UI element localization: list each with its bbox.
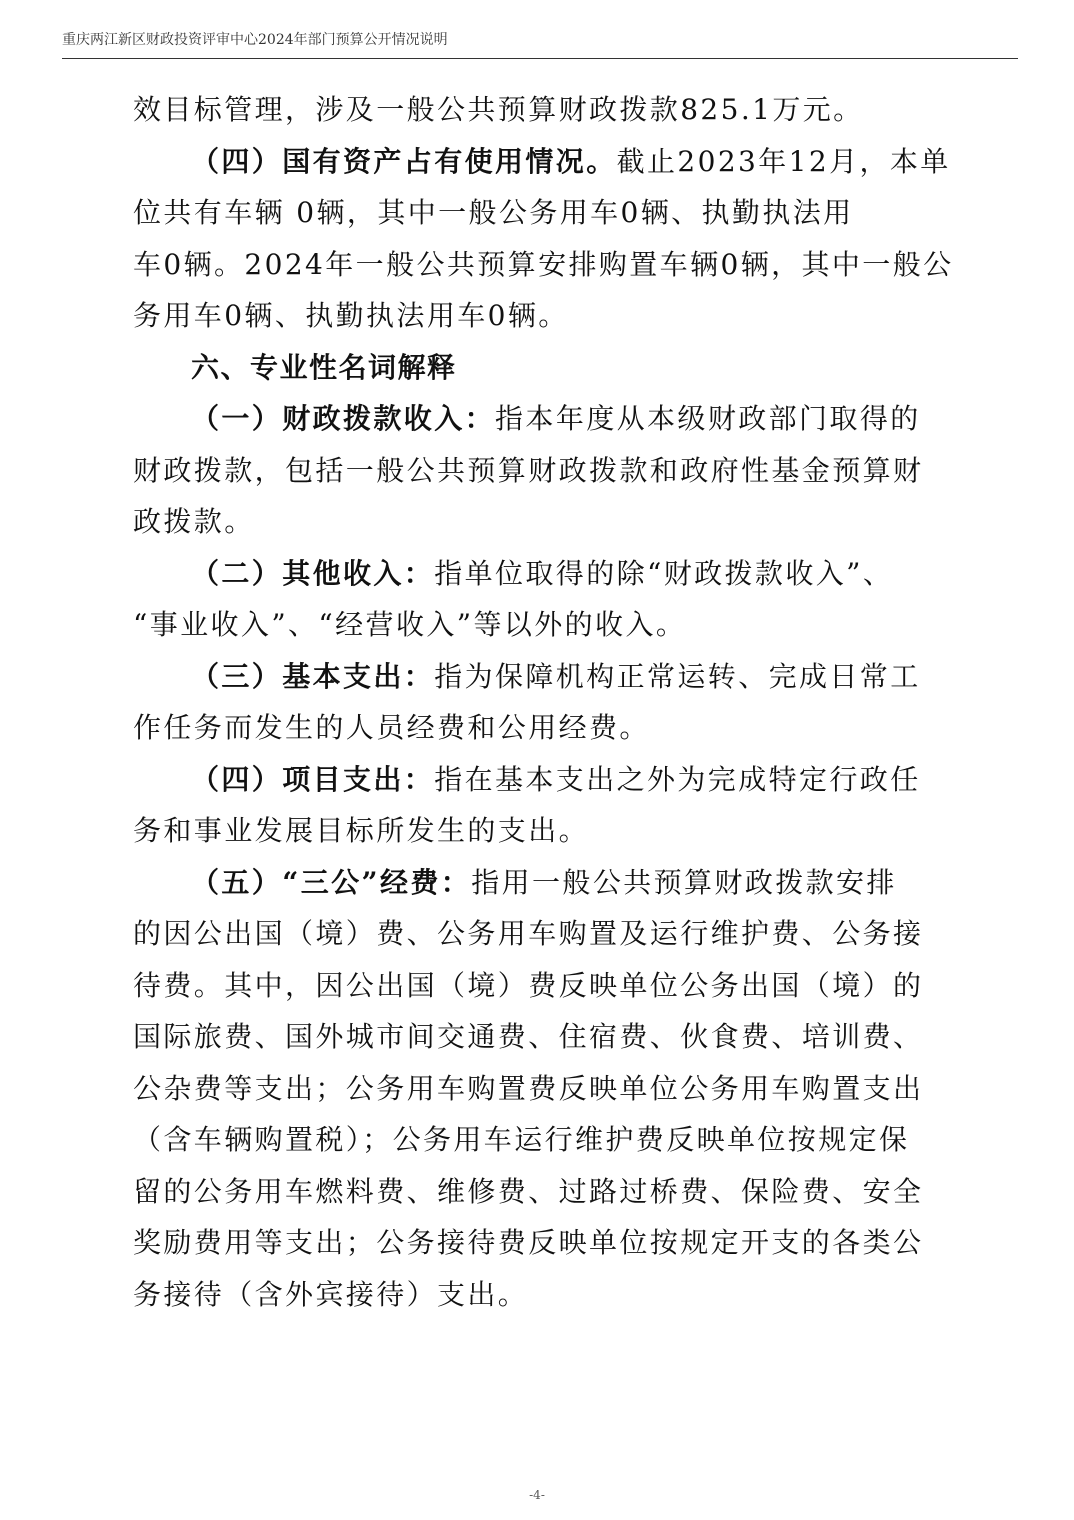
paragraph-state-assets (133, 136, 954, 342)
definition-text: 指单位取得的除“财政拨款收入”、 (434, 556, 894, 590)
text-line: 财政拨款，包括一般公共预算财政拨款和政府性基金预算财 (133, 453, 924, 487)
text-line: “事业收入”、“经营收入”等以外的收入。 (133, 608, 687, 641)
text-line (133, 651, 921, 703)
definition-fiscal-appropriation-income (133, 393, 924, 548)
definition-text: 指用一般公共预算财政拨款安排 (471, 865, 897, 899)
definition-term: （三）基本支出： (191, 659, 435, 693)
definition-term: （四）项目支出： (191, 762, 435, 796)
text-line: 留的公务用车燃料费、维修费、过路过桥费、保险费、安全 (133, 1174, 924, 1208)
text-line: 国际旅费、国外城市间交通费、住宿费、伙食费、培训费、 (133, 1020, 924, 1053)
paragraph-performance-target (133, 84, 918, 136)
paragraph-label: （四）国有资产占有使用情况。 (191, 144, 617, 178)
definition-term: （五）“三公”经费： (191, 865, 472, 899)
definition-text: 指在基本支出之外为完成特定行政任 (434, 762, 921, 796)
page-number: -4- (529, 1488, 545, 1502)
paragraph-text: 截止2023年12月，本单 (616, 144, 951, 178)
text-line: 位共有车辆 0辆，其中一般公务用车0辆、执勤执法用 (133, 196, 854, 229)
document-body (133, 84, 954, 1320)
definition-text: 指为保障机构正常运转、完成日常工 (434, 659, 921, 693)
section-heading: 六、专业性名词解释 (191, 350, 457, 384)
definition-other-income (133, 548, 918, 651)
definition-term: （一）财政拨款收入： (191, 402, 496, 435)
text-line: 公杂费等支出；公务用车购置费反映单位公务用车购置支出 (133, 1071, 924, 1105)
text-line: 奖励费用等支出；公务接待费反映单位按规定开支的各类公 (133, 1226, 924, 1259)
text-line (133, 548, 918, 600)
text-line (133, 136, 951, 188)
text-line: 效目标管理，涉及一般公共预算财政拨款825.1万元。 (133, 93, 864, 126)
definition-term: （二）其他收入： (191, 556, 435, 590)
text-line (133, 393, 921, 445)
definition-text: 指本年度从本级财政部门取得的 (495, 402, 921, 435)
text-line: 待费。其中，因公出国（境）费反映单位公务出国（境）的 (133, 968, 924, 1002)
text-line: 车0辆。2024年一般公共预算安排购置车辆0辆，其中一般公 (133, 247, 954, 281)
text-line: 作任务而发生的人员经费和公用经费。 (133, 711, 650, 744)
text-line: 务用车0辆、执勤执法用车0辆。 (133, 299, 569, 332)
definition-basic-expenditure (133, 651, 921, 754)
running-header (62, 30, 1018, 59)
text-line: （含车辆购置税）；公务用车运行维护费反映单位按规定保 (133, 1123, 910, 1156)
header-title: 重庆两江新区财政投资评审中心2024年部门预算公开情况说明 (62, 32, 448, 48)
definition-three-public-expenses (133, 857, 924, 1321)
text-line: 务接待（含外宾接待）支出。 (133, 1277, 529, 1311)
text-line (133, 857, 918, 909)
text-line (133, 754, 921, 806)
text-line: 务和事业发展目标所发生的支出。 (133, 814, 590, 847)
text-line: 政拨款。 (133, 505, 255, 538)
definition-project-expenditure (133, 754, 921, 857)
text-line: 的因公出国（境）费、公务用车购置及运行维护费、公务接 (133, 917, 924, 950)
